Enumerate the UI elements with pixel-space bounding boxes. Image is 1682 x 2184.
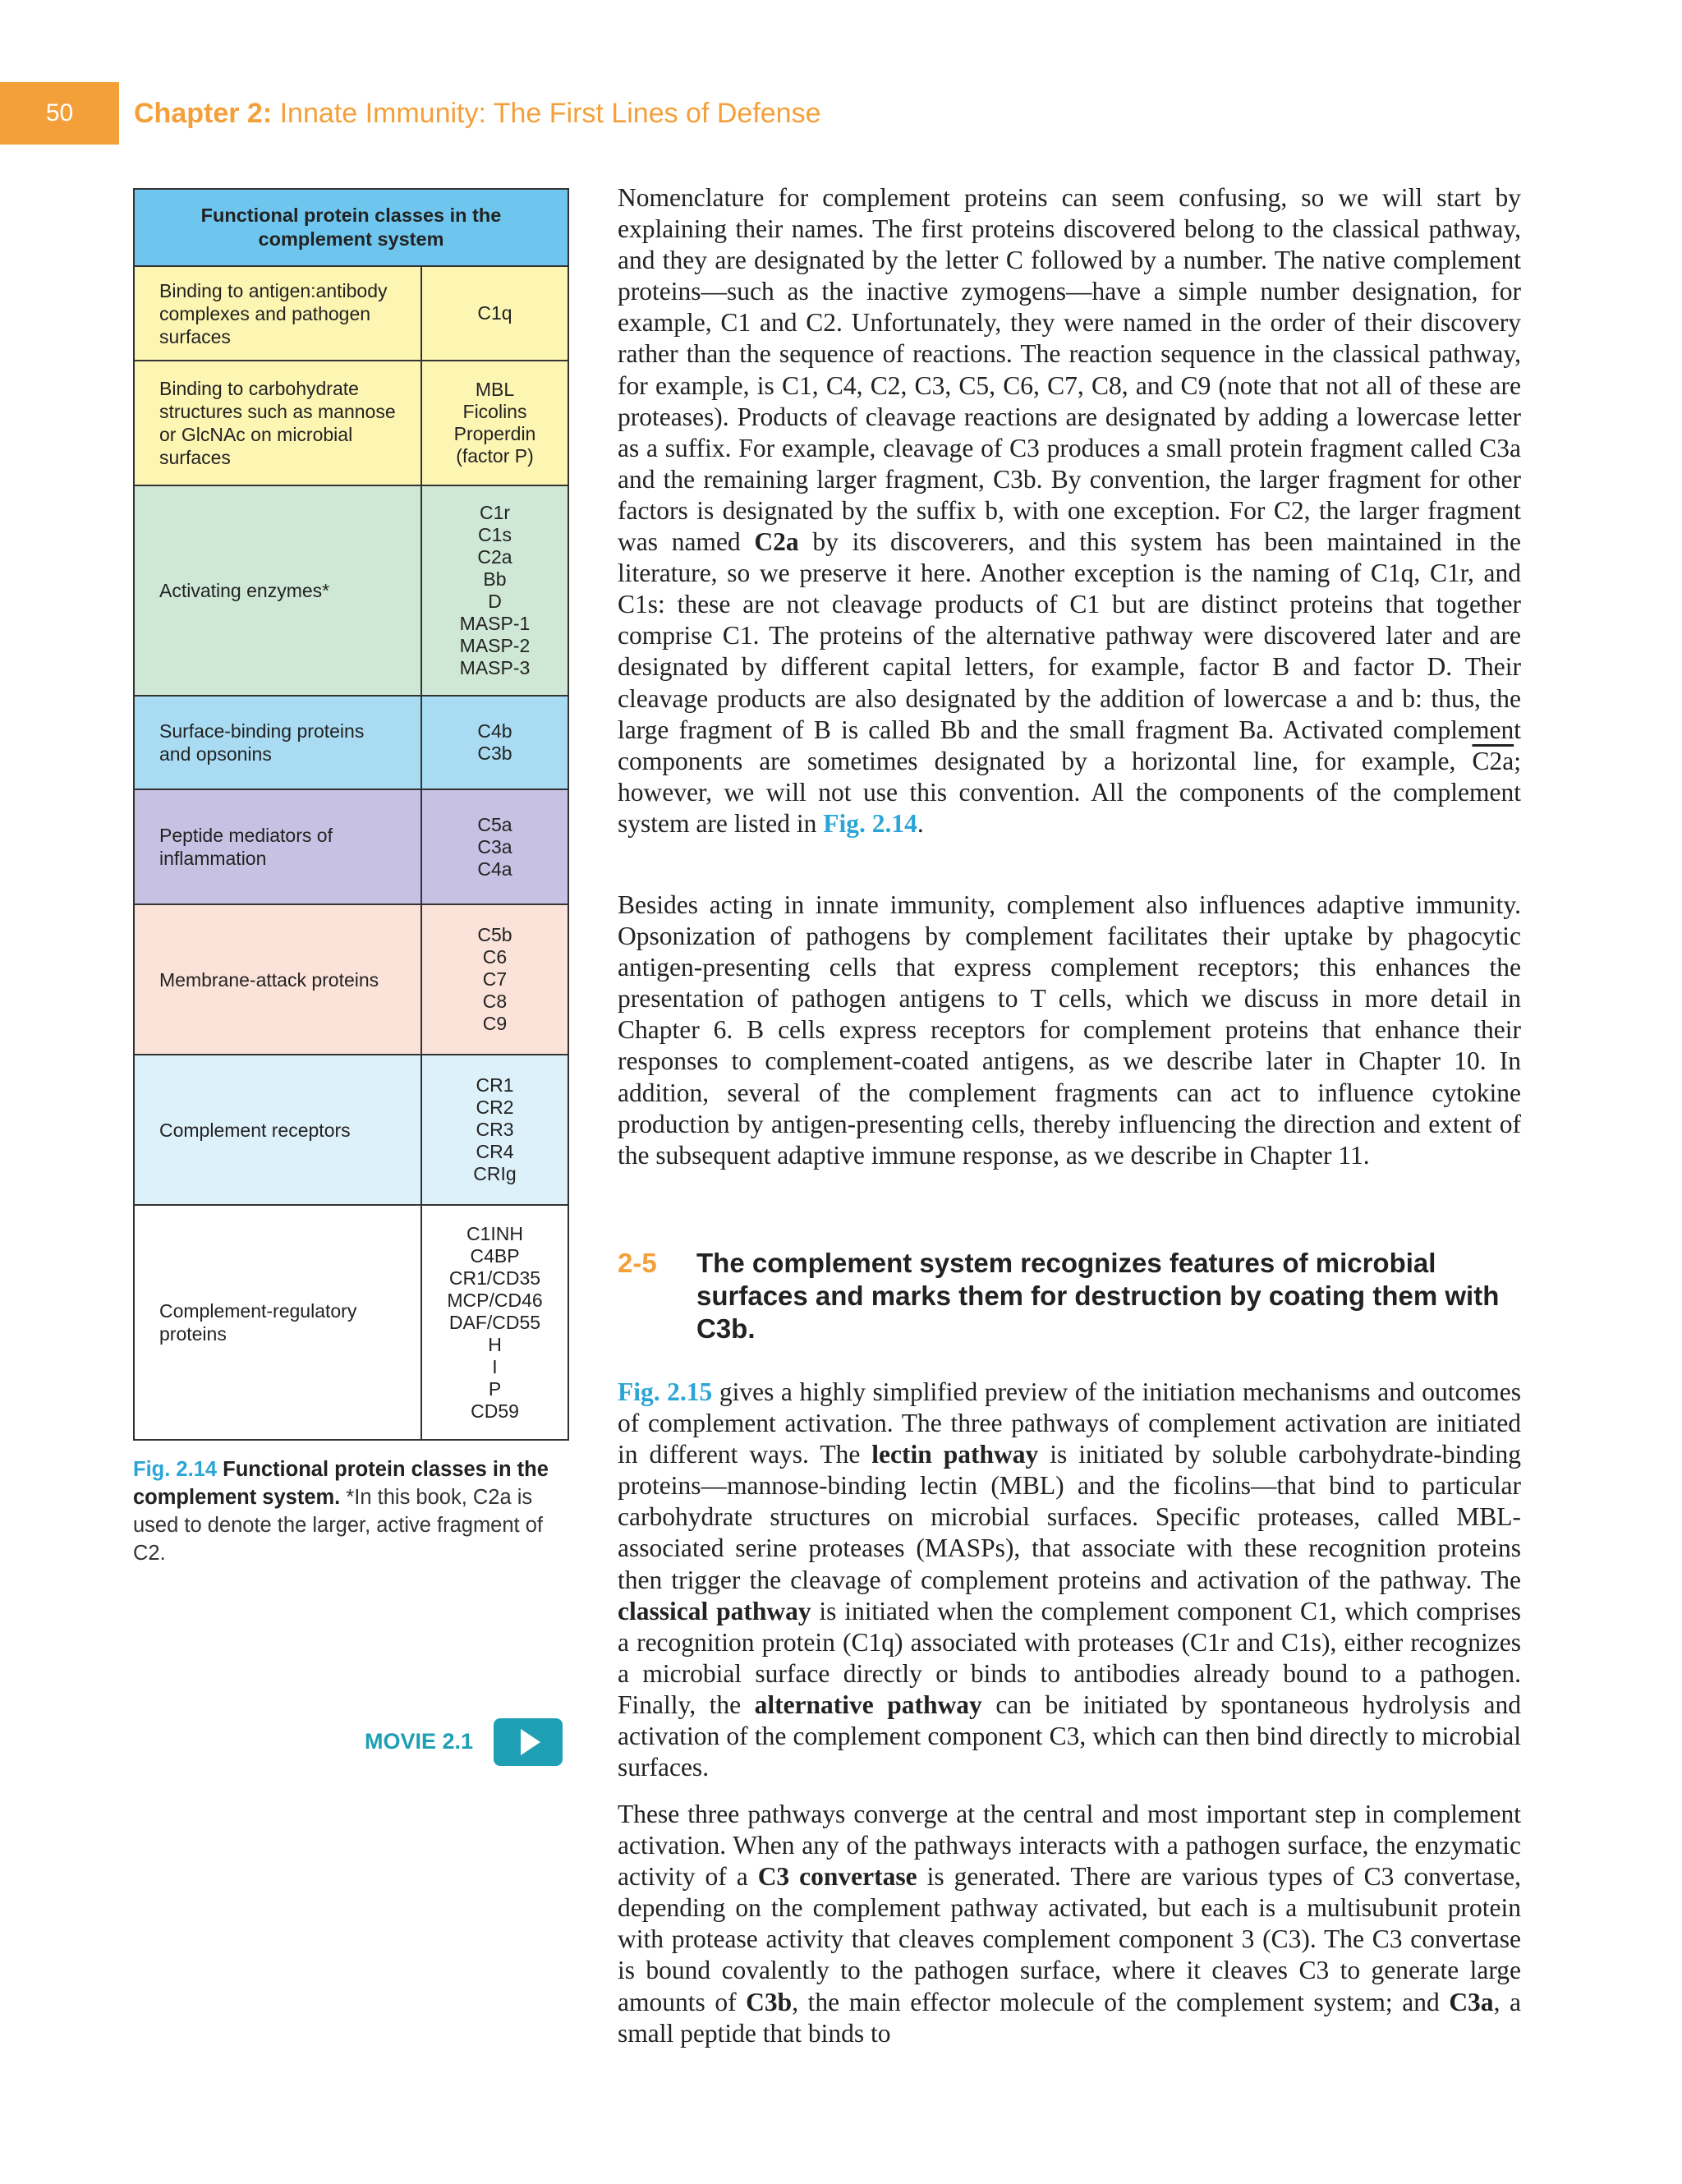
figure-note: *In this book, C2a is used to denote the larger, active fragment of C2. xyxy=(133,1486,543,1565)
row-label: Membrane-attack proteins xyxy=(135,905,422,1054)
protein-name: C1r xyxy=(479,502,511,523)
row-label: Binding to carbohydrate structures such as mannose or GlcNAc on microbial surfaces xyxy=(135,361,422,485)
row-label: Complement receptors xyxy=(135,1055,422,1204)
protein-name: C1s xyxy=(478,524,512,545)
paragraph-nomenclature xyxy=(618,182,1521,839)
section-title: The complement system recognizes features of microbial surfaces and marks them for destruction by coating them with C3b. xyxy=(696,1248,1500,1344)
protein-name: CR1 xyxy=(476,1074,514,1096)
row-values xyxy=(422,790,568,903)
protein-name: D xyxy=(488,591,502,612)
protein-name: CR1/CD35 xyxy=(448,1267,541,1289)
protein-name: C2a xyxy=(477,546,512,568)
table-row xyxy=(135,267,568,361)
protein-name: MASP-2 xyxy=(459,635,531,656)
chapter-label: Chapter 2: xyxy=(134,98,273,129)
protein-name: CR3 xyxy=(476,1119,514,1140)
bold-term: lectin pathway xyxy=(871,1440,1039,1469)
bold-term: C2a xyxy=(754,527,799,557)
text-run: is initiated when the complement component C1, which comprises a recognition protein (C1q) associated with proteases (C1r and C1s), either recognizes a microbial surface directly or binds to antibodies already bound to a pathogen. Finally, the xyxy=(618,1596,1521,1719)
protein-name: C5b xyxy=(477,924,512,945)
protein-name: H xyxy=(488,1333,502,1355)
bold-term: C3b xyxy=(746,1987,793,2016)
figure-caption xyxy=(133,1455,560,1567)
row-label: Complement-regulatory proteins xyxy=(135,1206,422,1439)
protein-name: CR2 xyxy=(476,1097,514,1118)
row-label: Peptide mediators of inflammation xyxy=(135,790,422,903)
row-label: Binding to antigen:antibody complexes and pathogen surfaces xyxy=(135,267,422,360)
chapter-title: Innate Immunity: The First Lines of Defense xyxy=(279,98,821,129)
text-run: These three pathways converge at the central and most important step in complement activation. When any of the pathways interacts with a pathogen surface, the enzymatic activity of a xyxy=(618,1800,1521,1892)
row-values xyxy=(422,486,568,695)
overlined-term: C2a xyxy=(1472,746,1514,775)
protein-name: (factor P) xyxy=(456,445,534,467)
paragraph-adaptive: Besides acting in innate immunity, complement also influences adaptive immunity. Opsonization of pathogens by complement facilitates their uptake by phagocytic antigen-presenting cells that express complement receptors; this enhances the presentation of pathogen antigens to T cells, which we discuss in more detail in Chapter 6. B cells express receptors for complement proteins that enhance their responses to complement-coated antigens, as we describe later in Chapter 10. In addition, several of the complement fragments can act to influence cytokine production by antigen-presenting cells, thereby influencing the direction and extent of the subsequent adaptive immune response, as we describe in Chapter 11. xyxy=(618,890,1521,1170)
movie-label[interactable]: MOVIE 2.1 xyxy=(365,1729,474,1754)
figure-link[interactable]: Fig. 2.14 xyxy=(823,808,917,838)
page-number: 50 xyxy=(0,82,119,145)
protein-name: C4b xyxy=(477,720,512,742)
text-run: , a small peptide that binds to xyxy=(618,1987,1522,2048)
table-row xyxy=(135,361,568,486)
section-heading xyxy=(618,1247,1521,1345)
row-values xyxy=(422,267,568,360)
row-values xyxy=(422,697,568,789)
protein-name: Ficolins xyxy=(462,401,527,422)
text-run: by its discoverers, and this system has been maintained in the literature, so we preserve it here. Another exception is the naming of C1q, C1r, and C1s: these are not cleavage products of C1 but are distinct proteins that together comprise C1. The proteins of the alternative pathway were discovered later and are designated by different capital letters, for example, factor B and factor D. Their cleavage products are also designated by the addition of lowercase a and b: thus, the large fragment of B is called Bb and the small fragment Ba. Activated complement components are sometimes designated by a horizontal line, for example, xyxy=(618,527,1521,775)
table-row xyxy=(135,486,568,697)
table-row xyxy=(135,790,568,905)
figure-ref: Fig. 2.14 xyxy=(133,1458,218,1481)
protein-name: C5a xyxy=(477,813,512,835)
protein-name: C8 xyxy=(482,991,508,1012)
row-values xyxy=(422,361,568,485)
text-run: Nomenclature for complement proteins can seem confusing, so we will start by explaining their names. The first proteins discovered belong to the classical pathway, and they are designated by the letter C followed by a number. The native complement proteins—such as the inactive zymogens—have a simple number designation, for example, C1 and C2. Unfortunately, they were named in the order of their discovery rather than the sequence of reactions. The reaction sequence in the classical pathway, for example, is C1, C4, C2, C3, C5, C6, C7, C8, and C9 (note that not all of these are proteases). Products of cleavage reactions are designated by adding a lowercase letter as a suffix. For example, cleavage of C3 produces a small protein fragment called C3a and the remaining larger fragment, C3b. By convention, the larger fragment for other factors is designated by the suffix b, with one exception. For C2, the larger fragment was named xyxy=(618,183,1521,557)
bold-term: alternative pathway xyxy=(754,1690,982,1719)
text-run: , the main effector molecule of the complement system; and xyxy=(792,1987,1450,2016)
running-head xyxy=(134,93,821,134)
protein-name: MASP-1 xyxy=(459,613,531,634)
movie-play-button[interactable] xyxy=(494,1718,563,1766)
protein-name: C1q xyxy=(477,302,512,324)
protein-name: Properdin xyxy=(453,423,536,444)
text-run: gives a highly simplified preview of the initiation mechanisms and outcomes of complement activation. The three pathways of complement activation are initiated in different ways. The xyxy=(618,1377,1521,1469)
protein-name: P xyxy=(488,1377,502,1400)
table-title: Functional protein classes in the complement system xyxy=(135,190,568,267)
table-row xyxy=(135,697,568,790)
protein-name: C4a xyxy=(477,858,512,880)
protein-name: C3b xyxy=(477,743,512,764)
protein-name: C7 xyxy=(482,968,508,990)
row-values xyxy=(422,1055,568,1204)
figure-link[interactable]: Fig. 2.15 xyxy=(618,1377,713,1406)
text-run: can be initiated by spontaneous hydrolysis and activation of the complement component C3, which can then bind directly to microbial surfaces. xyxy=(618,1690,1521,1782)
table-row xyxy=(135,1055,568,1206)
protein-name: MCP/CD46 xyxy=(447,1289,543,1311)
row-label: Surface-binding proteins and opsonins xyxy=(135,697,422,789)
section-number: 2-5 xyxy=(618,1248,657,1278)
protein-name: C4BP xyxy=(470,1244,520,1267)
protein-name: CR4 xyxy=(476,1141,514,1162)
protein-name: C6 xyxy=(482,946,508,968)
play-icon xyxy=(521,1729,540,1755)
protein-name: I xyxy=(492,1355,498,1377)
figure-title: Functional protein classes in the complement system. xyxy=(133,1458,549,1509)
row-values xyxy=(422,1206,568,1439)
bold-term: classical pathway xyxy=(618,1596,811,1625)
protein-name: DAF/CD55 xyxy=(448,1311,541,1333)
text-run: is generated. There are various types of C3 convertase, depending on the complement pathway activated, but each is a multisubunit protein with protease activity that cleaves complement component 3 (C3). The C3 convertase is bound covalently to the pathogen surface, where it cleaves C3 to generate large amounts of xyxy=(618,1862,1521,2016)
protein-name: C9 xyxy=(482,1013,508,1034)
complement-protein-table xyxy=(133,188,569,1441)
protein-name: CRIg xyxy=(473,1163,517,1184)
protein-name: CD59 xyxy=(471,1400,519,1422)
protein-name: C1INH xyxy=(466,1222,523,1244)
paragraph-pathways xyxy=(618,1377,1521,1783)
protein-name: MASP-3 xyxy=(459,657,531,678)
protein-name: MBL xyxy=(475,379,515,400)
table-row xyxy=(135,905,568,1055)
row-label: Activating enzymes* xyxy=(135,486,422,695)
paragraph-convergence xyxy=(618,1799,1521,2049)
protein-name: C3a xyxy=(477,835,512,858)
text-run: . xyxy=(917,808,924,838)
protein-name: Bb xyxy=(483,568,507,590)
bold-term: C3 convertase xyxy=(757,1862,917,1892)
text-run: ; however, we will not use this convention. All the components of the complement system are listed in xyxy=(618,746,1521,838)
text-run: is initiated by soluble carbohydrate-binding proteins—mannose-binding lectin (MBL) and the ficolins—that bind to particular carbohydrate structures on microbial surfaces. Specific proteases, called MBL-associated serine proteases (MASPs), that associate with these recognition proteins then trigger the cleavage of complement proteins and activation of the pathway. The xyxy=(618,1440,1522,1594)
row-values xyxy=(422,905,568,1054)
bold-term: C3a xyxy=(1449,1987,1494,2016)
table-row xyxy=(135,1206,568,1439)
